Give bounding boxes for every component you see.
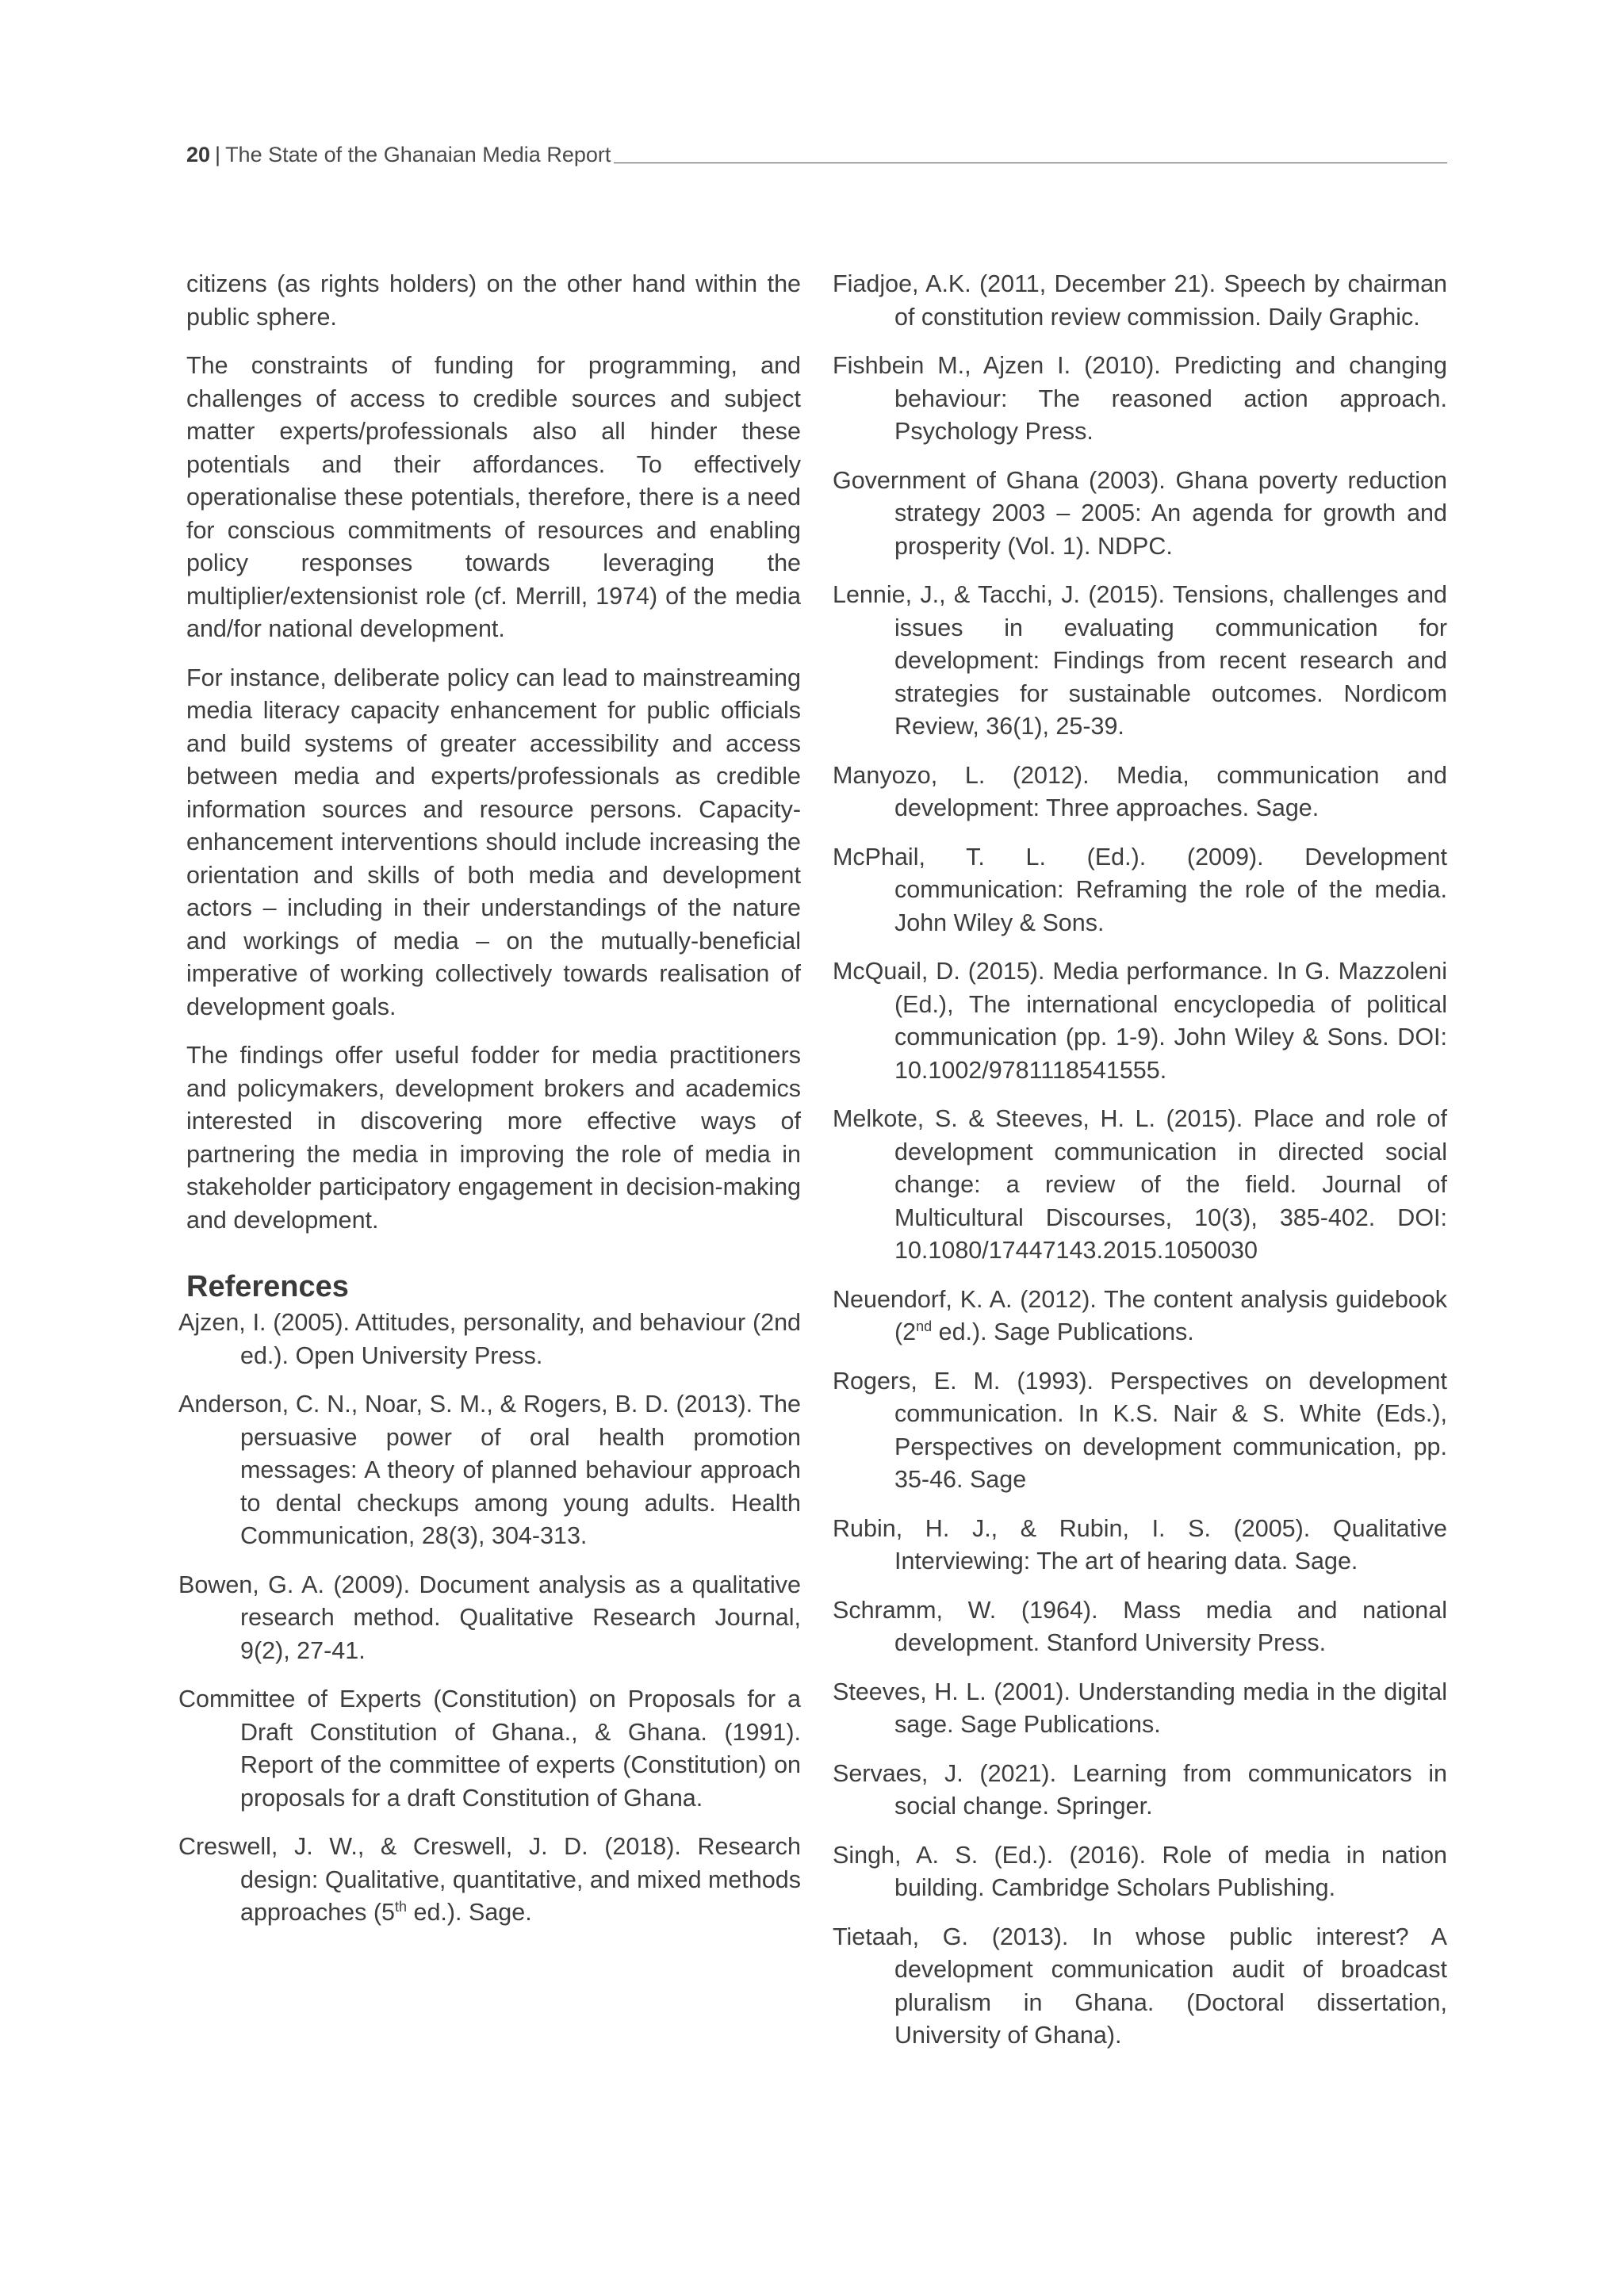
reference-text: Creswell, J. W., & Creswell, J. D. (2018). Research design: Qualitative, quantitative, and mixed methods approaches (5 [178,1833,801,1926]
reference-entry: Committee of Experts (Constitution) on Proposals for a Draft Constitution of Ghana., & Ghana. (1991). Report of the committee of experts (Constitution) on proposals for a draft Constitution of Ghana. [178,1686,801,1812]
reference-entry: Anderson, C. N., Noar, S. M., & Rogers, B. D. (2013). The persuasive power of oral health promotion messages: A theory of planned behaviour approach to dental checkups among young adults. Health Communication, 28(3), 304-313. [178,1391,801,1549]
references-heading: References [186,1270,349,1303]
reference-text: Neuendorf, K. A. (2012). The content analysis guidebook (2 [833,1285,1447,1345]
reference-entry: Fiadjoe, A.K. (2011, December 21). Speech by chairman of constitution review commission. Daily Graphic. [833,270,1447,331]
reference-entry: Lennie, J., & Tacchi, J. (2015). Tensions, challenges and issues in evaluating communication for development: Findings from recent research and strategies for sustainable outcomes. Nordicom Review, 36(1), 25-39. [833,581,1447,740]
reference-entry: Tietaah, G. (2013). In whose public interest? A development communication audit of broadcast pluralism in Ghana. (Doctoral dissertation, University of Ghana). [833,1923,1447,2049]
reference-entry: Servaes, J. (2021). Learning from communicators in social change. Springer. [833,1759,1447,1820]
body-paragraph: For instance, deliberate policy can lead to mainstreaming media literacy capacity enhancement for public officials and build systems of greater accessibility and access between media and experts/professionals as credible information sources and resource persons. Capacity-enhancement interventions should include increasing the orientation and skills of both media and development actors – including in their understandings of the nature and workings of media – on the mutually-beneficial imperative of working collectively towards realisation of development goals. [186,664,801,1020]
reference-entry: Fishbein M., Ajzen I. (2010). Predicting and changing behaviour: The reasoned action approach. Psychology Press. [833,352,1447,445]
body-paragraph: The constraints of funding for programming, and challenges of access to credible sources and subject matter experts/professionals also all hinder these potentials and their affordances. To effectively operationalise these potentials, therefore, there is a need for conscious commitments of resources and enabling policy responses towards leveraging the multiplier/extensionist role (cf. Merrill, 1974) of the media and/for national development. [186,352,801,642]
left-column [178,268,801,1946]
body-paragraph: The findings offer useful fodder for media practitioners and policymakers, development brokers and academics interested in discovering more effective ways of partnering the media in improving the role of media in stakeholder participatory engagement in decision-making and development. [186,1042,801,1234]
reference-entry: Manyozo, L. (2012). Media, communication and development: Three approaches. Sage. [833,761,1447,821]
running-header [186,135,1447,166]
reference-entry: Melkote, S. & Steeves, H. L. (2015). Place and role of development communication in directed social change: a review of the field. Journal of Multicultural Discourses, 10(3), 385-402. DOI: 10.1080/17447143.2015.1050030 [833,1105,1447,1264]
reference-entry: Government of Ghana (2003). Ghana poverty reduction strategy 2003 – 2005: An agenda for growth and prosperity (Vol. 1). NDPC. [833,466,1447,560]
reference-text: ed.). Sage Publications. [932,1318,1194,1345]
body-paragraph: citizens (as rights holders) on the other hand within the public sphere. [186,270,801,331]
reference-entry: Rogers, E. M. (1993). Perspectives on development communication. In K.S. Nair & S. White (Eds.), Perspectives on development communication, pp. 35-46. Sage [833,1367,1447,1493]
header-separator: | [215,143,221,166]
ordinal-suffix: th [395,1898,408,1915]
reference-entry: McPhail, T. L. (Ed.). (2009). Development communication: Reframing the role of the media. John Wiley & Sons. [833,843,1447,936]
reference-text: ed.). Sage. [407,1899,532,1926]
reference-entry: Ajzen, I. (2005). Attitudes, personality, and behaviour (2nd ed.). Open University Press. [178,1309,801,1369]
reference-entry: Singh, A. S. (Ed.). (2016). Role of media in nation building. Cambridge Scholars Publishing. [833,1841,1447,1901]
reference-entry [178,1831,801,1930]
reference-entry: Schramm, W. (1964). Mass media and national development. Stanford University Press. [833,1596,1447,1656]
reference-entry [833,1284,1447,1349]
reference-entry: Steeves, H. L. (2001). Understanding media in the digital sage. Sage Publications. [833,1678,1447,1738]
page-number: 20 [186,143,211,166]
ordinal-suffix: nd [916,1318,933,1334]
reference-entry: McQuail, D. (2015). Media performance. In G. Mazzoleni (Ed.), The international encyclopedia of political communication (pp. 1-9). John Wiley & Sons. DOI: 10.1002/9781118541555. [833,958,1447,1084]
reference-entry: Rubin, H. J., & Rubin, I. S. (2005). Qualitative Interviewing: The art of hearing data. Sage. [833,1514,1447,1575]
report-title: The State of the Ghanaian Media Report [225,143,611,166]
right-column [833,268,1447,2068]
reference-entry: Bowen, G. A. (2009). Document analysis as a qualitative research method. Qualitative Research Journal, 9(2), 27-41. [178,1571,801,1664]
